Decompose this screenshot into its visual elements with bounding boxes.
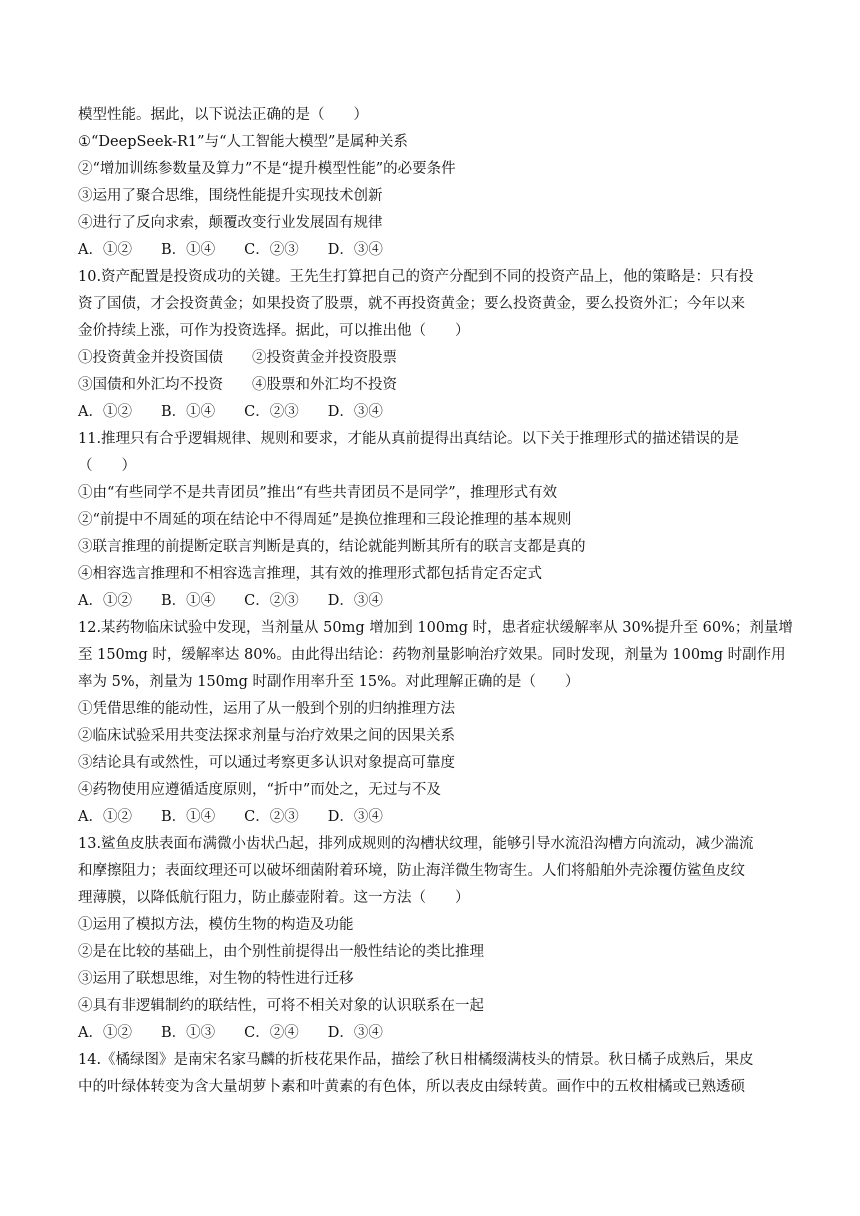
question-12-statement-2: ②临床试验采用共变法探求剂量与治疗效果之间的因果关系 xyxy=(78,728,455,744)
question-9-options: A．①② B．①④ C．②③ D．③④ xyxy=(78,242,383,258)
question-13-options: A．①② B．①③ C．②④ D．③④ xyxy=(78,1025,383,1041)
question-12-statement-1: ①凭借思维的能动性，运用了从一般到个别的归纳推理方法 xyxy=(78,701,455,717)
question-12-stem-line-3: 率为 5%，剂量为 150mg 时副作用率升至 15%。对此理解正确的是（ ） xyxy=(78,674,580,690)
question-12-statement-3: ③结论具有或然性，可以通过考察更多认识对象提高可靠度 xyxy=(78,755,455,771)
question-11-statement-4: ④相容选言推理和不相容选言推理，其有效的推理形式都包括肯定否定式 xyxy=(78,566,542,582)
question-13-statement-2: ②是在比较的基础上，由个别性前提得出一般性结论的类比推理 xyxy=(78,944,484,960)
question-12-options: A．①② B．①④ C．②③ D．③④ xyxy=(78,809,383,825)
question-11-statement-3: ③联言推理的前提断定联言判断是真的，结论就能判断其所有的联言支都是真的 xyxy=(78,539,586,555)
question-9-statement-4: ④进行了反向求索，颠覆改变行业发展固有规律 xyxy=(78,215,383,231)
question-11-stem-line-2: （ ） xyxy=(78,458,136,474)
question-12-statement-4: ④药物使用应遵循适度原则，“折中”而处之，无过与不及 xyxy=(78,782,441,798)
question-9-statement-2: ②“增加训练参数量及算力”不是“提升模型性能”的必要条件 xyxy=(78,161,456,177)
question-10-stem-line-1: 10.资产配置是投资成功的关键。王先生打算把自己的资产分配到不同的投资产品上，他的策略是：只有投 xyxy=(78,269,754,285)
question-11-statement-2: ②“前提中不周延的项在结论中不得周延”是换位推理和三段论推理的基本规则 xyxy=(78,512,572,528)
question-13-statement-4: ④具有非逻辑制约的联结性，可将不相关对象的认识联系在一起 xyxy=(78,998,484,1014)
question-11-stem-line-1: 11.推理只有合乎逻辑规律、规则和要求，才能从真前提得出真结论。以下关于推理形式的描述错误的是 xyxy=(78,431,740,447)
question-13-stem-line-3: 理薄膜，以降低航行阻力，防止藤壶附着。这一方法（ ） xyxy=(78,890,470,906)
question-14-stem-line-2: 中的叶绿体转变为含大量胡萝卜素和叶黄素的有色体，所以表皮由绿转黄。画作中的五枚柑橘或已熟透硕 xyxy=(78,1079,745,1095)
question-12-stem-line-1: 12.某药物临床试验中发现，当剂量从 50mg 增加到 100mg 时，患者症状缓解率从 30%提升至 60%；剂量增 xyxy=(78,620,793,636)
question-14-stem-line-1: 14.《橘绿图》是南宋名家马麟的折枝花果作品，描绘了秋日柑橘缀满枝头的情景。秋日橘子成熟后，果皮 xyxy=(78,1052,754,1068)
question-10-stem-line-3: 金价持续上涨，可作为投资选择。据此，可以推出他（ ） xyxy=(78,323,470,339)
question-10-stem-line-2: 资了国债，才会投资黄金；如果投资了股票，就不再投资黄金；要么投资黄金，要么投资外汇；今年以来 xyxy=(78,296,745,312)
question-10-statements-3-4: ③国债和外汇均不投资 ④股票和外汇均不投资 xyxy=(78,377,397,393)
question-11-options: A．①② B．①④ C．②③ D．③④ xyxy=(78,593,383,609)
question-9-statement-3: ③运用了聚合思维，围绕性能提升实现技术创新 xyxy=(78,188,383,204)
question-12-stem-line-2: 至 150mg 时，缓解率达 80%。由此得出结论：药物剂量影响治疗效果。同时发现，剂量为 100mg 时副作用 xyxy=(78,647,786,663)
question-9-stem-continued: 模型性能。据此，以下说法正确的是（ ） xyxy=(78,107,368,123)
question-13-stem-line-1: 13.鲨鱼皮肤表面布满微小齿状凸起，排列成规则的沟槽状纹理，能够引导水流沿沟槽方向流动，减少湍流 xyxy=(78,836,754,852)
question-11-statement-1: ①由“有些同学不是共青团员”推出“有些共青团员不是同学”，推理形式有效 xyxy=(78,485,558,501)
question-13-stem-line-2: 和摩擦阻力；表面纹理还可以破坏细菌附着环境，防止海洋微生物寄生。人们将船舶外壳涂覆仿鲨鱼皮纹 xyxy=(78,863,745,879)
question-10-statements-1-2: ①投资黄金并投资国债 ②投资黄金并投资股票 xyxy=(78,350,397,366)
question-13-statement-1: ①运用了模拟方法，模仿生物的构造及功能 xyxy=(78,917,354,933)
question-13-statement-3: ③运用了联想思维，对生物的特性进行迁移 xyxy=(78,971,354,987)
question-10-options: A．①② B．①④ C．②③ D．③④ xyxy=(78,404,383,420)
question-9-statement-1: ①“DeepSeek-R1”与“人工智能大模型”是属种关系 xyxy=(78,134,408,150)
